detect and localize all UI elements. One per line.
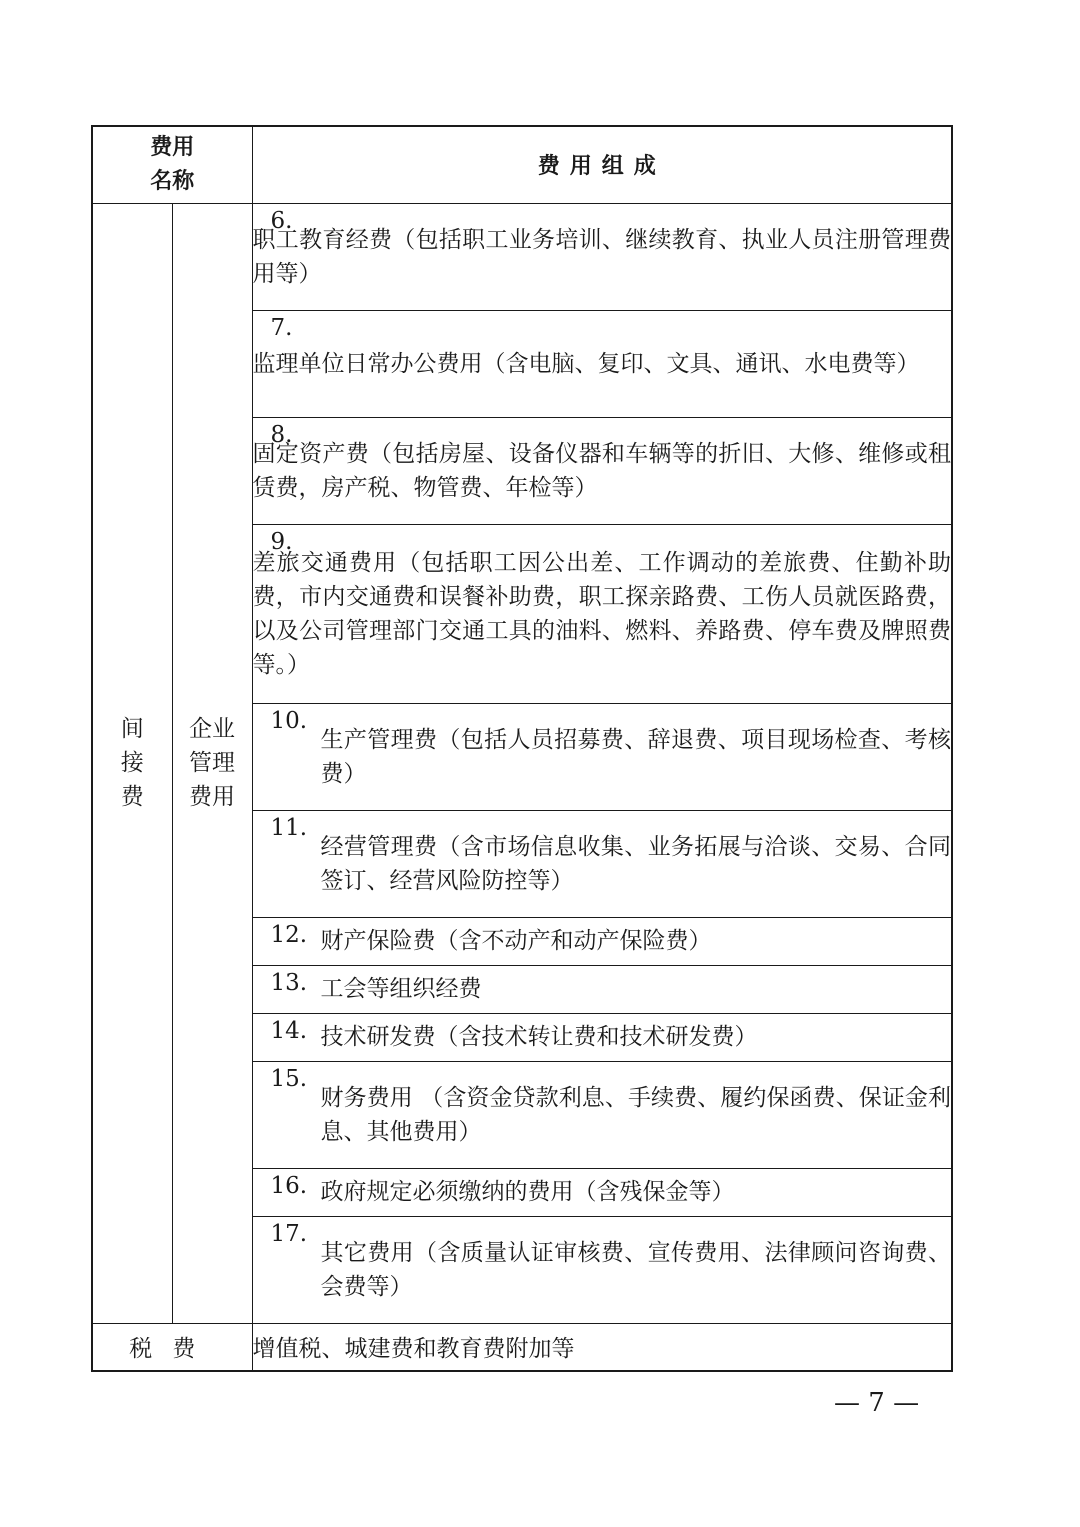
fee-item-text: 生产管理费（包括人员招募费、辞退费、项目现场检查、考核费）: [320, 726, 952, 787]
fee-item-number: 13.: [270, 969, 308, 996]
tax-row: [92, 1323, 952, 1371]
fee-item-text: 监理单位日常办公费用（含电脑、复印、文具、通讯、水电费等）: [252, 350, 920, 377]
fee-item-text: 差旅交通费用（包括职工因公出差、工作调动的差旅费、住勤补助费，市内交通费和误餐补助费，职工探亲路费、工伤人员就医路费，以及公司管理部门交通工具的油料、燃料、养路费、停车费及牌照费等。）: [252, 549, 952, 678]
fee-item-number: 11.: [270, 814, 308, 841]
category-main-char: 费: [120, 784, 144, 810]
header-fee-composition: 费用组成: [252, 126, 952, 203]
category-main-char: 接: [120, 750, 144, 776]
tax-label: 税费: [92, 1323, 252, 1371]
fee-item: [252, 524, 952, 703]
fee-item-text: 技术研发费（含技术转让费和技术研发费）: [320, 1024, 758, 1050]
page-number: — 7 —: [834, 1388, 920, 1418]
fee-item: [252, 965, 952, 1013]
fee-item-text: 工会等组织经费: [320, 976, 482, 1002]
category-enterprise-management: [172, 203, 252, 1323]
fee-item-text: 财产保险费（含不动产和动产保险费）: [320, 928, 712, 954]
header-fee-name: [92, 126, 252, 203]
fee-item-number: 10.: [270, 707, 308, 734]
category-main-char: 间: [120, 716, 144, 742]
fee-item-text: 经营管理费（含市场信息收集、业务拓展与洽谈、交易、合同签订、经营风险防控等）: [320, 833, 952, 894]
fee-item-text: 职工教育经费（包括职工业务培训、继续教育、执业人员注册管理费用等）: [252, 226, 952, 287]
fee-item-text: 其它费用（含质量认证审核费、宣传费用、法律顾问咨询费、会费等）: [320, 1239, 952, 1300]
fee-item: [252, 417, 952, 524]
fee-item-number: 17.: [270, 1220, 308, 1247]
fee-item-number: 9.: [270, 528, 293, 555]
fee-item-number: 16.: [270, 1172, 308, 1199]
table-row: [92, 203, 952, 310]
fee-item: [252, 310, 952, 417]
header-fee-name-line1: 费用: [150, 134, 195, 160]
fee-item: [252, 1013, 952, 1061]
fee-composition-table: [91, 125, 953, 1372]
category-sub-line: 费用: [189, 784, 235, 810]
table-header-row: [92, 126, 952, 203]
fee-item: [252, 810, 952, 917]
fee-item-number: 8.: [270, 421, 293, 448]
fee-item: [252, 1168, 952, 1216]
fee-item-number: 15.: [270, 1065, 308, 1092]
header-fee-name-line2: 名称: [150, 168, 195, 194]
fee-item-number: 14.: [270, 1017, 308, 1044]
fee-item: [252, 703, 952, 810]
category-sub-line: 企业: [189, 716, 235, 742]
fee-item: [252, 917, 952, 965]
fee-item: [252, 1216, 952, 1323]
fee-item-number: 12.: [270, 921, 308, 948]
tax-description: 增值税、城建费和教育费附加等: [252, 1323, 952, 1371]
fee-item-number: 6.: [270, 207, 293, 234]
fee-item-number: 7.: [270, 314, 293, 341]
fee-item: [252, 1061, 952, 1168]
fee-item-text: 财务费用 （含资金贷款利息、手续费、履约保函费、保证金利息、其他费用）: [320, 1084, 952, 1145]
fee-item-text: 固定资产费（包括房屋、设备仪器和车辆等的折旧、大修、维修或租赁费，房产税、物管费、年检等）: [252, 440, 952, 501]
fee-item: [252, 203, 952, 310]
fee-item-text: 政府规定必须缴纳的费用（含残保金等）: [320, 1179, 735, 1205]
category-indirect-cost: [92, 203, 172, 1323]
category-sub-line: 管理: [189, 750, 235, 776]
